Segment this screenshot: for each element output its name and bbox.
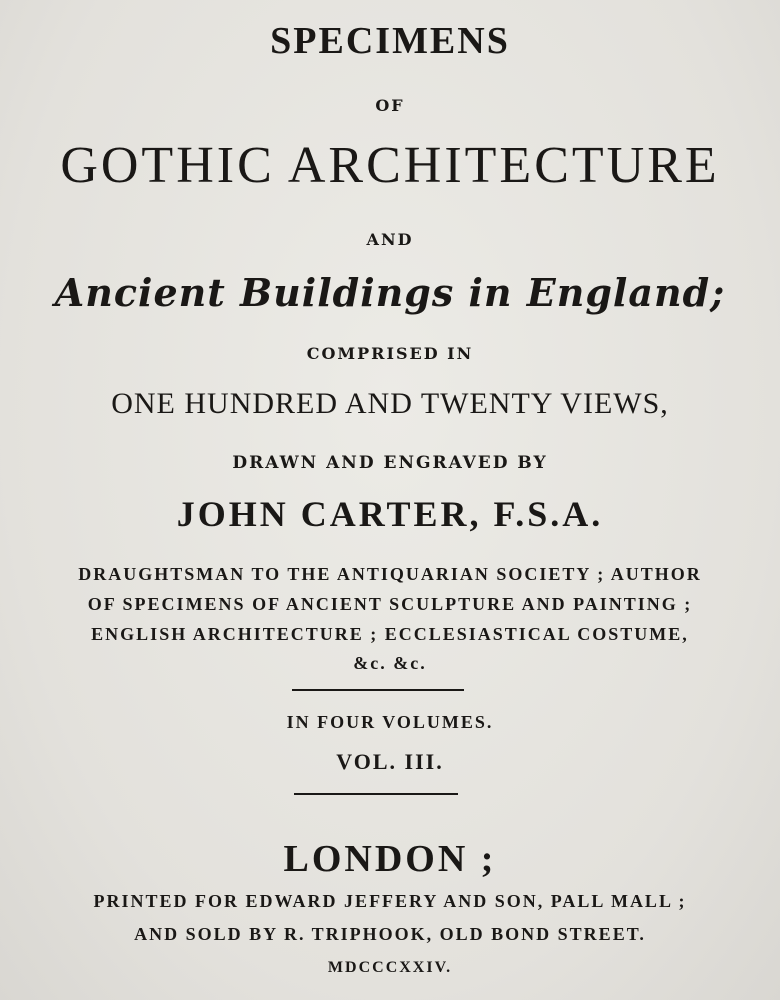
author-name: JOHN CARTER, F.S.A. [176,494,604,534]
title-specimens: SPECIMENS [270,20,510,62]
drawn-by-text: DRAWN AND ENGRAVED BY [232,453,548,473]
author-description-line: ENGLISH ARCHITECTURE ; ECCLESIASTICAL COSTUME, [91,624,689,644]
author-description-line: DRAUGHTSMAN TO THE ANTIQUARIAN SOCIETY ; AUTHOR [78,564,702,584]
title-ancient-buildings: Ancient Buildings in England; [54,270,726,315]
author-description-line: OF SPECIMENS OF ANCIENT SCULPTURE AND PAINTING ; [87,594,693,614]
volume-number: VOL. III. [336,749,444,774]
place-of-publication: LONDON ; [283,838,497,880]
comprised-in-text: COMPRISED IN [306,344,474,363]
divider-rule [292,689,464,691]
imprint-line: AND SOLD BY R. TRIPHOOK, OLD BOND STREET. [134,924,646,944]
divider-rule [294,793,458,795]
publication-year: MDCCCXXIV. [327,959,453,976]
author-description-line: &c. &c. [353,653,427,673]
volumes-text: IN FOUR VOLUMES. [286,712,494,732]
title-of: OF [375,96,405,115]
title-and: AND [366,230,414,249]
views-count-text: ONE HUNDRED AND TWENTY VIEWS, [111,387,669,420]
imprint-line: PRINTED FOR EDWARD JEFFERY AND SON, PALL MALL ; [93,891,687,911]
title-gothic-architecture: GOTHIC ARCHITECTURE [60,137,720,194]
